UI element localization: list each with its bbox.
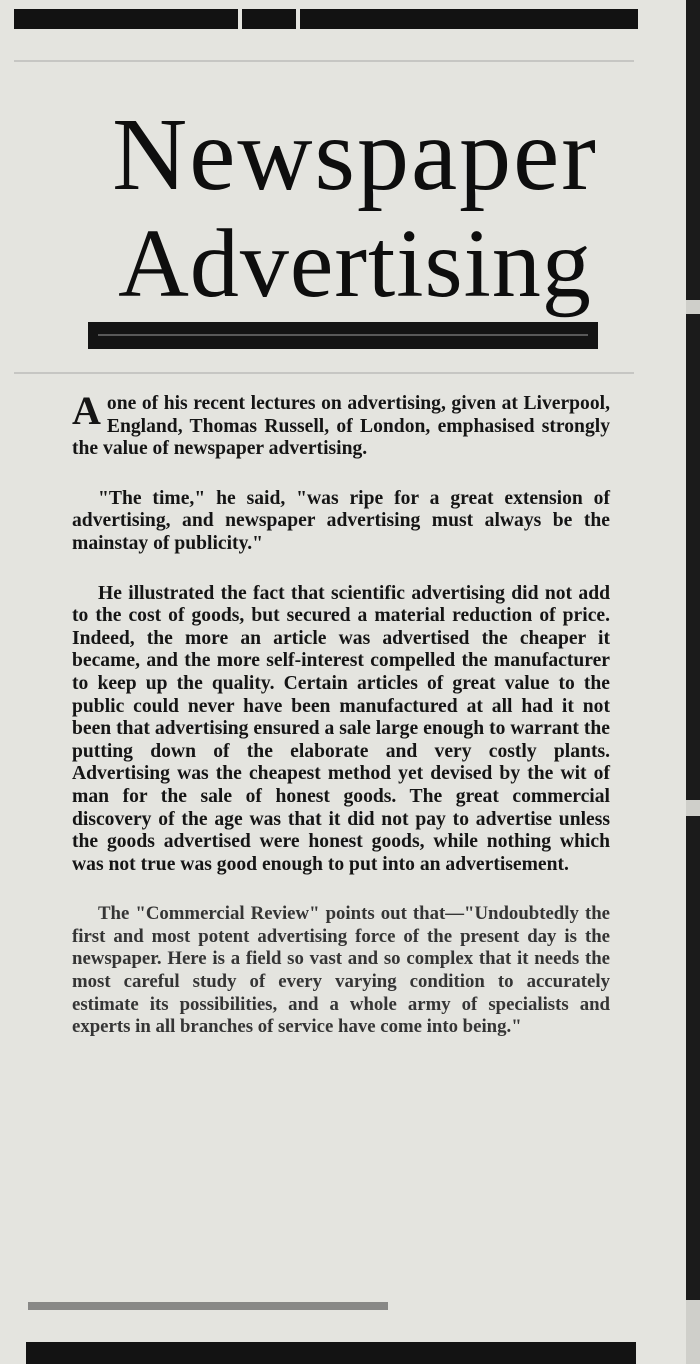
drop-cap: A	[72, 388, 101, 433]
ink-smudge	[28, 1302, 388, 1310]
print-noise	[14, 60, 634, 62]
headline-line-1: Newspaper	[112, 97, 598, 212]
article-body	[72, 388, 610, 1066]
print-noise	[14, 372, 634, 374]
headline	[70, 97, 640, 318]
article-paragraph-4: The "Commercial Review" points out that—"Undoubtedly the first and most potent advertising force of the present day is the newspaper. Here is a field so vast and so complex that it needs the most careful study of every varying condition to accurately estimate its possibilities, and a whole army of specialists and experts in all branches of service have come into being."	[72, 903, 610, 1038]
bottom-rule	[26, 1342, 636, 1364]
top-rule	[14, 9, 638, 29]
article-paragraph-1: Aone of his recent lectures on advertising, given at Liverpool, England, Thomas Russell, of London, emphasised strongly the value of newspaper advertising.	[72, 388, 610, 460]
page-edge	[686, 0, 700, 1364]
headline-line-2: Advertising	[118, 210, 592, 318]
article-paragraph-3: He illustrated the fact that scientific advertising did not add to the cost of goods, but secured a material reduction of price. Indeed, the more an article was advertised the cheaper it became, and the more self-interest compelled the manufacturer to keep up the quality. Certain articles of great value to the public could never have been manufactured at all had it not been that advertising ensured a sale large enough to warrant the putting down of the elaborate and very costly plants. Advertising was the cheapest method yet devised by the wit of man for the sale of honest goods. The great commercial discovery of the age was that it did not pay to advertise unless the goods advertised were honest goods, while nothing which was not true was good enough to put into an advertisement.	[72, 582, 610, 875]
article-paragraph-2: "The time," he said, "was ripe for a great extension of advertising, and newspaper advertising must always be the mainstay of publicity."	[72, 487, 610, 554]
headline-rule	[88, 322, 598, 349]
